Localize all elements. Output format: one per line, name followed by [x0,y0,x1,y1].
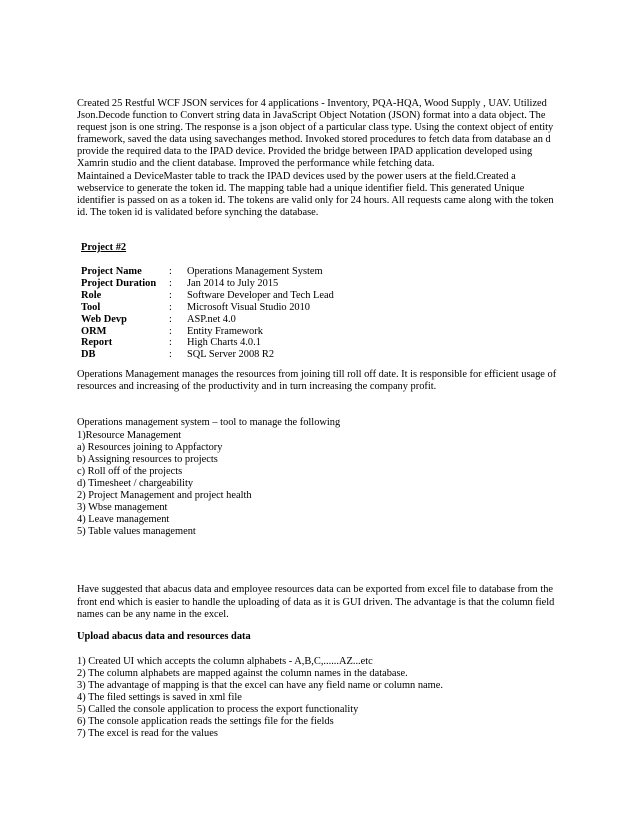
field-separator: : [169,301,172,313]
project-info-table [81,266,334,361]
field-separator: : [169,313,172,325]
text-line: request json is one string. The response is a json object of a particular class type. Using the context object of entity [77,122,554,134]
list-item: 5) Table values management [77,526,196,538]
project-info-row [81,278,334,290]
ops-intro: Operations management system – tool to manage the following [77,417,341,429]
project-info-row [81,326,334,338]
field-separator: : [169,325,172,337]
field-key: Role [81,289,102,301]
field-key: Tool [81,301,101,313]
text-line: provide the required data to the IPAD device. Provided the bridge between IPAD application developed using [77,146,533,158]
list-item: 5) Called the console application to process the export functionality [77,704,359,716]
field-value: ASP.net 4.0 [187,313,236,325]
field-key: Project Duration [81,277,157,289]
field-key: ORM [81,325,107,337]
list-item: 7) The excel is read for the values [77,728,218,740]
text-line: identifier is passed on as a token id. The tokens are valid only for 24 hours. All requests came along with the token [77,194,554,206]
text-line: names can be any name in the excel. [77,608,229,620]
project-heading: Project #2 [81,241,127,253]
project-info-row [81,349,334,361]
list-item: c) Roll off of the projects [77,465,183,477]
ops-feature-list [77,430,561,539]
text-line: Maintained a DeviceMaster table to track the IPAD devices used by the power users at the field.Created a [77,170,516,182]
upload-steps-list [77,656,561,741]
field-separator: : [169,266,172,278]
list-item: 3) Wbse management [77,502,168,514]
field-key: Web Devp [81,313,127,325]
abacus-paragraph [77,584,561,620]
project-info-row [81,302,334,314]
list-item: 1)Resource Management [77,429,182,441]
text-line: Xamrin studio and the client database. Improved the performance while fetching data. [77,158,435,170]
list-item: 2) The column alphabets are mapped against the column names in the database. [77,667,408,679]
text-line: Operations Management manages the resources from joining till roll off date. It is responsible for efficient usage of [77,369,557,381]
field-value: Microsoft Visual Studio 2010 [187,301,311,313]
field-separator: : [169,349,172,361]
list-item: 4) Leave management [77,514,170,526]
list-item: 3) The advantage of mapping is that the excel can have any field name or column name. [77,679,443,691]
list-item: 4) The filed settings is saved in xml file [77,692,242,704]
intro-paragraph [77,98,561,219]
field-key: Report [81,337,113,349]
field-value: Software Developer and Tech Lead [187,289,334,301]
upload-heading: Upload abacus data and resources data [77,630,251,642]
text-line: webservice to generate the token id. The mapping table had a unique identifier field. This generated Unique [77,182,525,194]
list-item: 1) Created UI which accepts the column alphabets - A,B,C,......AZ...etc [77,655,373,667]
project-info-row [81,337,334,349]
field-value: Entity Framework [187,325,263,337]
project-info-row [81,266,334,278]
field-value: Operations Management System [187,266,323,278]
field-separator: : [169,337,172,349]
project-info-row [81,314,334,326]
list-item: 2) Project Management and project health [77,490,252,502]
list-item: d) Timesheet / chargeability [77,477,194,489]
field-value: Jan 2014 to July 2015 [187,277,279,289]
ops-description [77,369,561,393]
text-line: framework, saved the data using savechanges method. Invoked stored procedures to fetch data from database an d [77,134,551,146]
text-line: id. The token id is validated before synching the database. [77,206,319,218]
document-body [77,98,561,740]
text-line: front end which is easier to handle the uploading of data as it is GUI driven. The advantage is that the column field [77,596,555,608]
field-value: SQL Server 2008 R2 [187,349,275,361]
text-line: resources and increasing of the productivity and in turn increasing the company profit. [77,381,437,393]
list-item: b) Assigning resources to projects [77,453,218,465]
field-separator: : [169,277,172,289]
field-key: Project Name [81,266,142,278]
field-key: DB [81,349,96,361]
text-line: Created 25 Restful WCF JSON services for 4 applications - Inventory, PQA-HQA, Wood Supply , UAV. Utilized [77,98,547,109]
text-line: Json.Decode function to Convert string data in JavaScript Object Notation (JSON) format into a data object. The [77,110,546,122]
field-separator: : [169,289,172,301]
project-info-row [81,290,334,302]
field-value: High Charts 4.0.1 [187,337,261,349]
list-item: a) Resources joining to Appfactory [77,441,223,453]
text-line: Have suggested that abacus data and employee resources data can be exported from excel file to database from the [77,584,554,596]
list-item: 6) The console application reads the settings file for the fields [77,716,334,728]
